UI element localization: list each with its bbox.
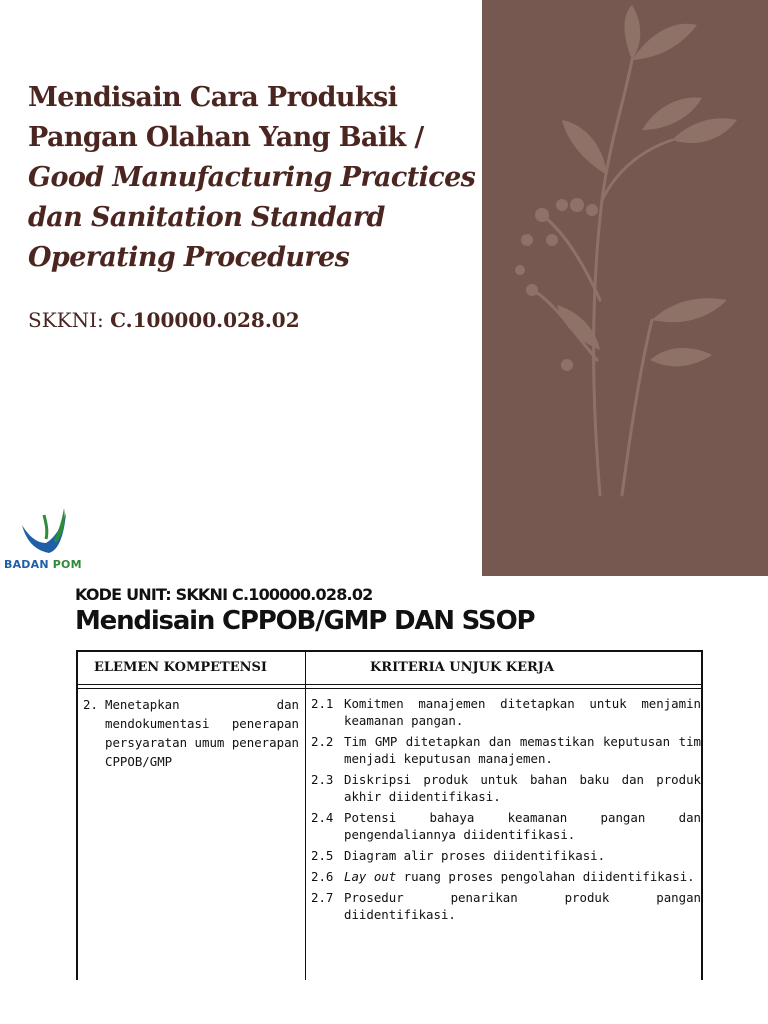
logo-text-pom: POM <box>52 558 82 571</box>
kriteria-text: Diskripsi produk untuk bahan baku dan produk akhir diidentifikasi. <box>344 772 701 804</box>
logo-text-badan: BADAN <box>4 558 53 571</box>
badan-pom-logo-icon <box>4 505 84 560</box>
kriteria-number: 2.5 <box>311 848 334 863</box>
kriteria-italic-text: Lay out <box>344 869 397 884</box>
kriteria-item <box>311 889 701 923</box>
kriteria-number: 2.2 <box>311 734 334 749</box>
table-header-row <box>78 652 701 685</box>
skkni-code-line <box>28 308 300 332</box>
kriteria-text-rest: ruang proses pengolahan diidentifikasi. <box>396 869 695 884</box>
header-elemen-kompetensi: ELEMEN KOMPETENSI <box>94 660 267 675</box>
kriteria-text: Prosedur penarikan produk pangan diidentifikasi. <box>344 890 701 922</box>
kriteria-text: Potensi bahaya keamanan pangan dan pengendaliannya diidentifikasi. <box>344 810 701 842</box>
kriteria-item <box>311 695 701 729</box>
kriteria-text <box>344 868 701 885</box>
kriteria-number: 2.6 <box>311 869 334 884</box>
badan-pom-logo-text <box>4 558 82 571</box>
kriteria-item <box>311 771 701 805</box>
skkni-code: C.100000.028.02 <box>110 308 300 332</box>
kriteria-list <box>311 695 701 927</box>
plant-illustration-icon <box>482 0 768 576</box>
competency-table <box>76 650 703 980</box>
header-double-line <box>78 688 701 689</box>
kriteria-number: 2.1 <box>311 696 334 711</box>
kriteria-number: 2.4 <box>311 810 334 825</box>
cover-subtitle-line-2: dan Sanitation Standard <box>28 202 385 233</box>
column-divider <box>305 652 306 980</box>
kriteria-number: 2.7 <box>311 890 334 905</box>
header-kriteria-unjuk-kerja: KRITERIA UNJUK KERJA <box>370 660 555 675</box>
decorative-panel <box>482 0 768 576</box>
elemen-text: Menetapkan dan mendokumentasi penerapan persyaratan umum penerapan CPPOB/GMP <box>105 697 299 769</box>
kode-unit: KODE UNIT: SKKNI C.100000.028.02 <box>75 585 373 604</box>
kriteria-item <box>311 733 701 767</box>
elemen-cell <box>83 695 299 771</box>
elemen-number: 2. <box>83 697 98 712</box>
cover-subtitle-line-1: Good Manufacturing Practices <box>28 162 476 193</box>
kriteria-item <box>311 868 701 885</box>
cover-title-line-1: Mendisain Cara Produksi <box>28 82 398 113</box>
kriteria-text: Diagram alir proses diidentifikasi. <box>344 848 606 863</box>
cover-subtitle-line-3: Operating Procedures <box>28 242 350 273</box>
skkni-label: SKKNI: <box>28 308 104 332</box>
kriteria-text: Tim GMP ditetapkan dan memastikan keputusan tim menjadi keputusan manajemen. <box>344 734 701 766</box>
unit-title: Mendisain CPPOB/GMP DAN SSOP <box>75 606 535 636</box>
cover-title-line-2: Pangan Olahan Yang Baik / <box>28 122 424 153</box>
kriteria-item <box>311 847 701 864</box>
kriteria-number: 2.3 <box>311 772 334 787</box>
kriteria-text: Komitmen manajemen ditetapkan untuk menjamin keamanan pangan. <box>344 696 701 728</box>
cover-title-block <box>28 78 478 278</box>
kriteria-item <box>311 809 701 843</box>
